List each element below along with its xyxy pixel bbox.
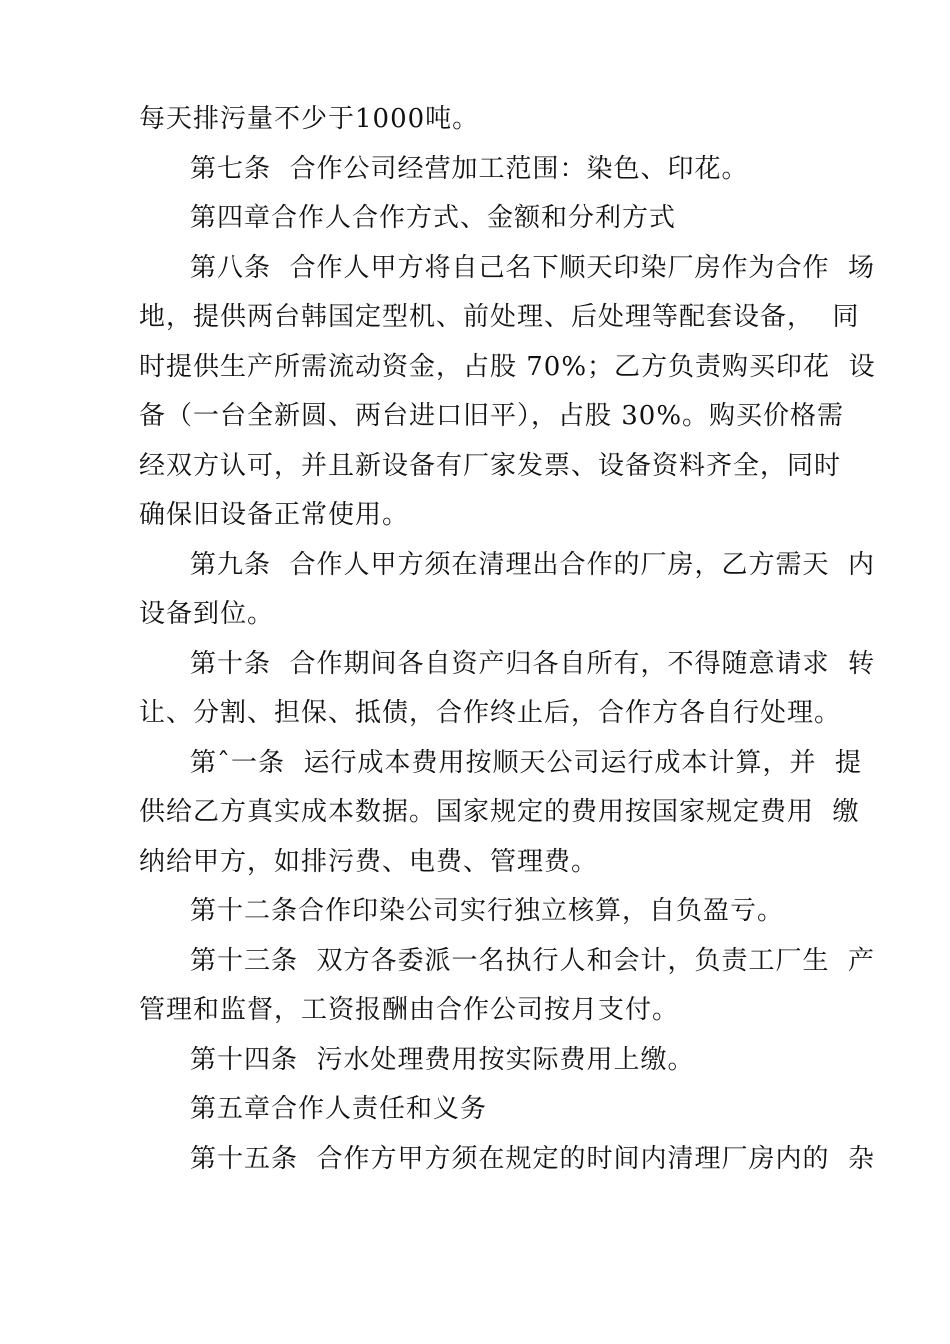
text-line: 供给乙方真实成本数据。国家规定的费用按国家规定费用 缴	[139, 797, 860, 827]
article-13: 第十三条 双方各委派一名执行人和会计，负责工厂生 产	[190, 946, 876, 976]
text-line: 管理和监督，工资报酬由合作公司按月支付。	[139, 995, 680, 1025]
article-7: 第七条 合作公司经营加工范围：染色、印花。	[190, 154, 749, 184]
article-11: 第ˆ一条 运行成本费用按顺天公司运行成本计算，并 提	[190, 748, 863, 778]
chapter-5-heading: 第五章合作人责任和义务	[190, 1094, 488, 1124]
text-line: 让、分割、担保、抵债，合作终止后，合作方各自行处理。	[139, 698, 842, 728]
text-line: 经双方认可，并且新设备有厂家发票、设备资料齐全，同时	[139, 451, 842, 481]
text-line: 设备到位。	[139, 599, 275, 629]
text-line: 备（一台全新圆、两台进口旧平），占股 30%。购买价格需	[139, 401, 845, 431]
article-10: 第十条 合作期间各自资产归各自所有，不得随意请求 转	[190, 649, 876, 679]
text-line: 纳给甲方，如排污费、电费、管理费。	[139, 847, 599, 877]
article-14: 第十四条 污水处理费用按实际费用上缴。	[190, 1045, 695, 1075]
text-line: 每天排污量不少于1000吨。	[139, 104, 480, 134]
text-line: 时提供生产所需流动资金，占股 70%；乙方负责购买印花 设	[139, 352, 876, 382]
text-line: 确保旧设备正常使用。	[139, 500, 410, 530]
article-15: 第十五条 合作方甲方须在规定的时间内清理厂房内的 杂	[190, 1144, 876, 1174]
text-line: 地，提供两台韩国定型机、前处理、后处理等配套设备， 同	[139, 302, 860, 332]
article-9: 第九条 合作人甲方须在清理出合作的厂房，乙方需天 内	[190, 550, 876, 580]
chapter-4-heading: 第四章合作人合作方式、金额和分利方式	[190, 203, 677, 233]
article-8: 第八条 合作人甲方将自己名下顺天印染厂房作为合作 场	[190, 253, 876, 283]
article-12: 第十二条合作印染公司实行独立核算，自负盈亏。	[190, 896, 785, 926]
